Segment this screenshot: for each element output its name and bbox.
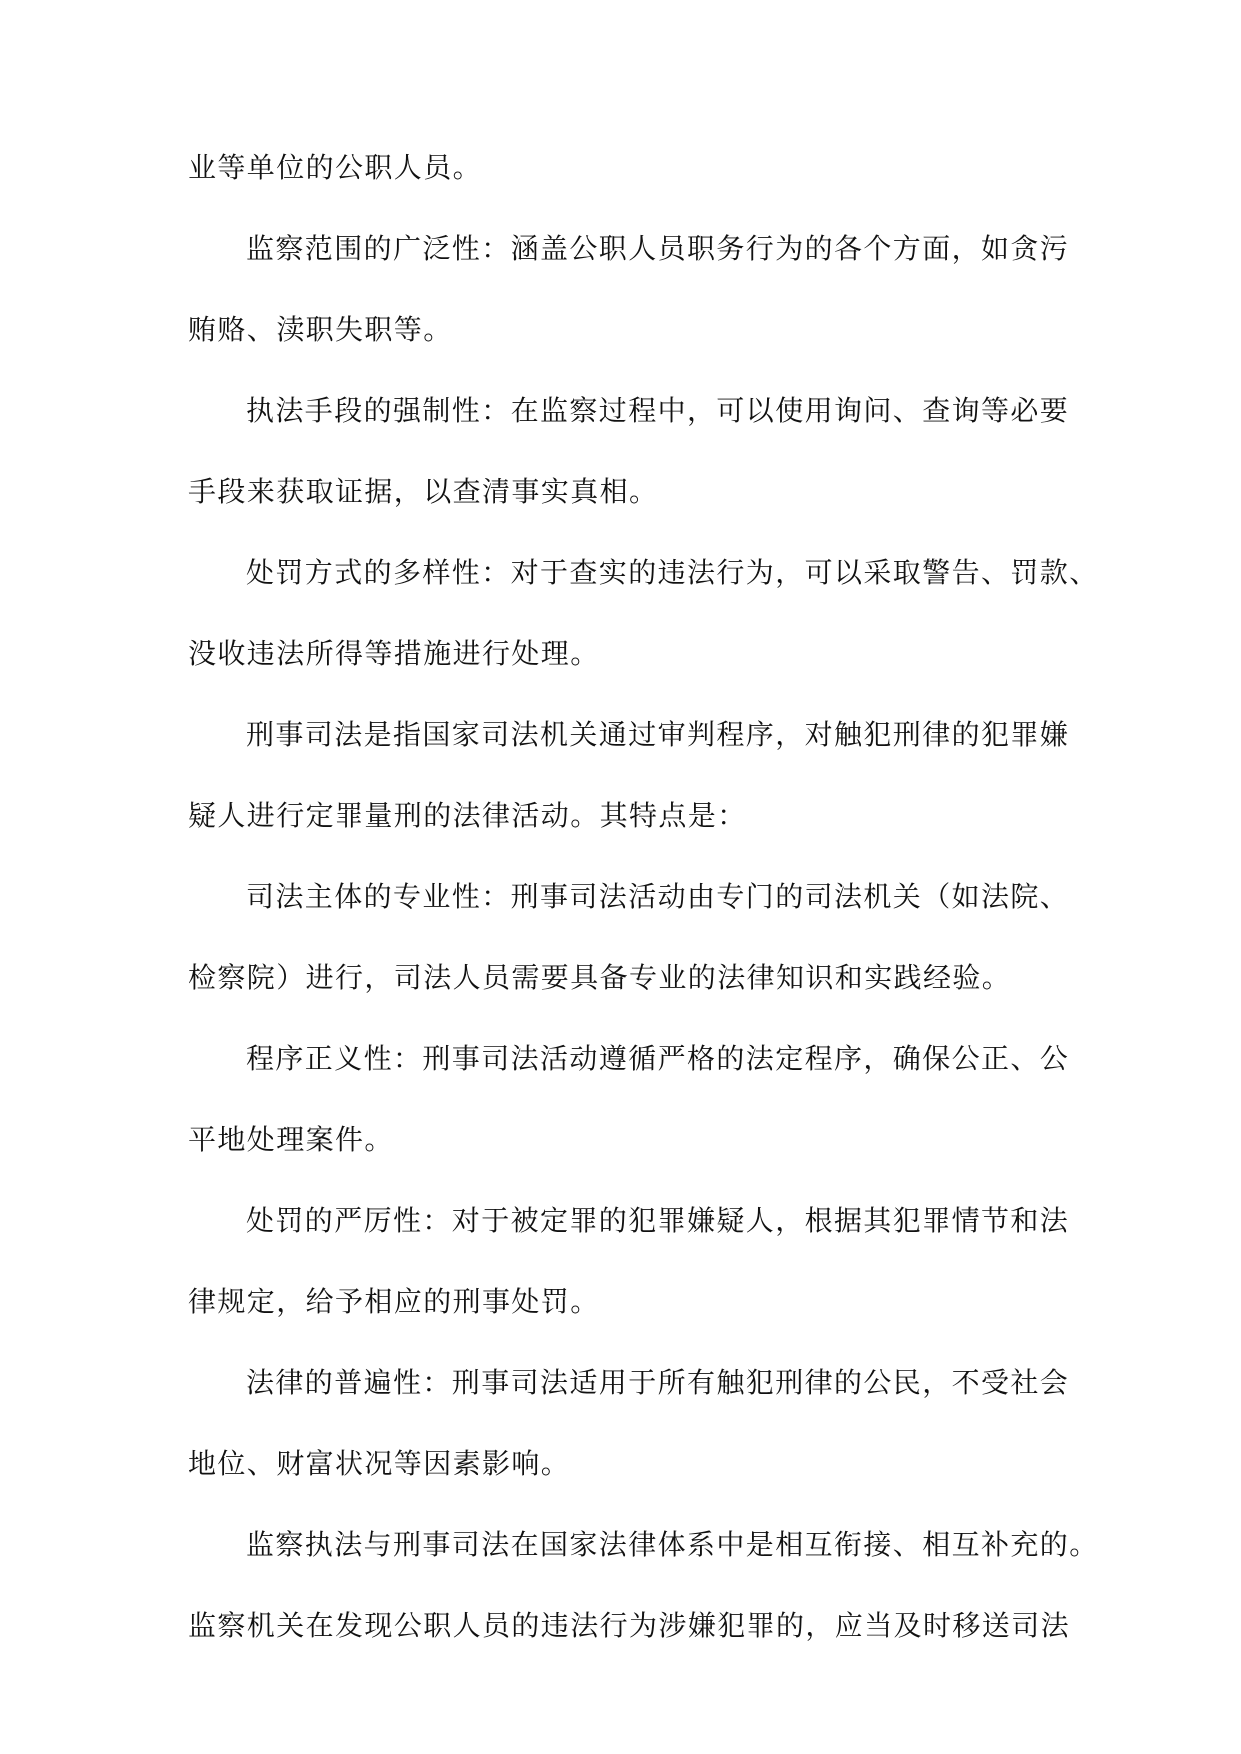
text-line: 律规定，给予相应的刑事处罚。 <box>188 1285 600 1318</box>
paragraph-line: 监察执法与刑事司法在国家法律体系中是相互衔接、相互补充的。 <box>246 1528 1099 1561</box>
paragraph-line: 程序正义性：刑事司法活动遵循严格的法定程序，确保公正、公 <box>246 1042 1070 1075</box>
paragraph-line: 监察范围的广泛性：涵盖公职人员职务行为的各个方面，如贪污 <box>246 232 1070 265</box>
text-line: 手段来获取证据，以查清事实真相。 <box>188 475 659 508</box>
text-line: 业等单位的公职人员。 <box>188 151 483 184</box>
text-line: 没收违法所得等措施进行处理。 <box>188 637 600 670</box>
text-line: 地位、财富状况等因素影响。 <box>188 1447 571 1480</box>
text-line: 监察机关在发现公职人员的违法行为涉嫌犯罪的，应当及时移送司法 <box>188 1609 1071 1642</box>
paragraph-line: 法律的普遍性：刑事司法适用于所有触犯刑律的公民，不受社会 <box>246 1366 1070 1399</box>
document-body <box>188 140 1099 1679</box>
text-line: 贿赂、渎职失职等。 <box>188 313 453 346</box>
text-line: 检察院）进行，司法人员需要具备专业的法律知识和实践经验。 <box>188 961 1012 994</box>
paragraph-line: 执法手段的强制性：在监察过程中，可以使用询问、查询等必要 <box>246 394 1070 427</box>
paragraph-line: 处罚方式的多样性：对于查实的违法行为，可以采取警告、罚款、 <box>246 556 1099 589</box>
paragraph-line: 司法主体的专业性：刑事司法活动由专门的司法机关（如法院、 <box>246 880 1070 913</box>
text-line: 疑人进行定罪量刑的法律活动。其特点是： <box>188 799 747 832</box>
paragraph-line: 刑事司法是指国家司法机关通过审判程序，对触犯刑律的犯罪嫌 <box>246 718 1070 751</box>
paragraph-line: 处罚的严厉性：对于被定罪的犯罪嫌疑人，根据其犯罪情节和法 <box>246 1204 1070 1237</box>
text-line: 平地处理案件。 <box>188 1123 394 1156</box>
